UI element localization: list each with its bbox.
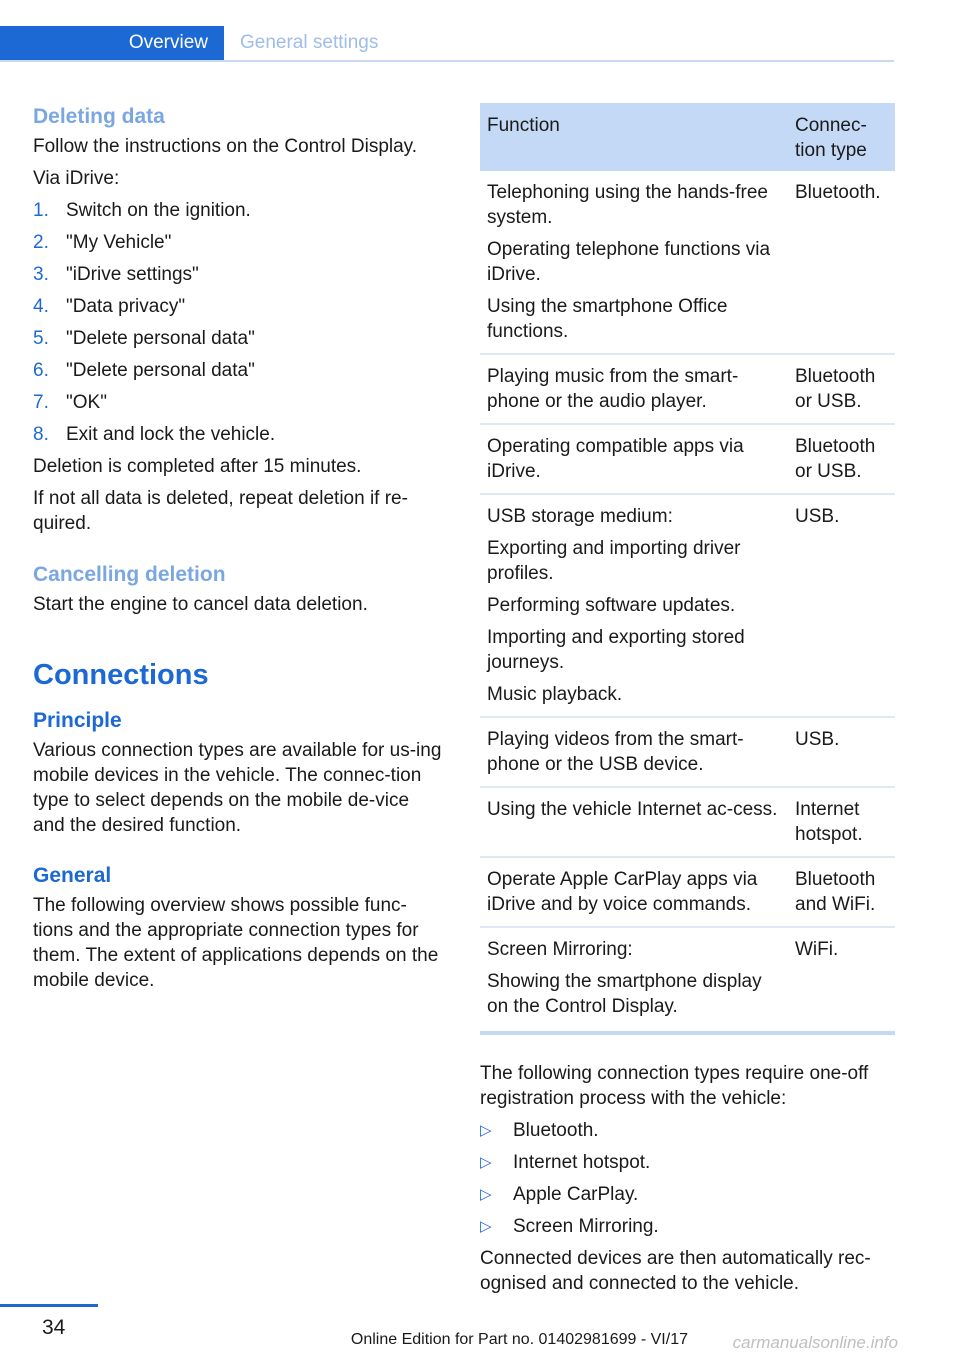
list-item: 8. Exit and lock the vehicle.	[33, 424, 276, 445]
connected-devices-text: Connected devices are then automatically rec-ognised and connected to the vehicle.	[480, 1248, 871, 1294]
connection-type-cell: Bluetooth or USB.	[788, 424, 895, 494]
connection-types-table	[480, 103, 895, 1035]
deletion-steps	[33, 198, 443, 447]
column-header-function: Function	[480, 103, 788, 171]
function-cell: Telephoning using the hands-free system. Operating telephone functions via iDrive. Using the smartphone Office functions.	[480, 171, 788, 354]
triangle-bullet-icon: ▷	[480, 1154, 492, 1171]
cancelling-deletion-heading: Cancelling deletion	[33, 563, 226, 586]
table-row	[480, 787, 895, 857]
list-item: 6. "Delete personal data"	[33, 360, 255, 381]
list-item: ▷ Internet hotspot.	[480, 1152, 651, 1173]
principle-heading: Principle	[33, 709, 122, 732]
table-row	[480, 927, 895, 1033]
deletion-time-note: Deletion is completed after 15 minutes.	[33, 456, 362, 477]
triangle-bullet-icon: ▷	[480, 1122, 492, 1139]
table-row	[480, 717, 895, 787]
list-item: 7. "OK"	[33, 392, 107, 413]
repeat-deletion-note: If not all data is deleted, repeat deletion if re-quired.	[33, 488, 408, 534]
function-cell: Playing videos from the smart-phone or the USB device.	[480, 717, 788, 787]
function-cell: Operate Apple CarPlay apps via iDrive and by voice commands.	[480, 857, 788, 927]
page-number: 34	[42, 1316, 66, 1339]
registration-text: The following connection types require one-off registration process with the vehicle:	[480, 1063, 869, 1109]
edition-note: Online Edition for Part no. 01402981699 - VI/17	[350, 1331, 688, 1348]
function-cell: Using the vehicle Internet ac-cess.	[480, 787, 788, 857]
list-item: ▷ Screen Mirroring.	[480, 1216, 659, 1237]
cancelling-text: Start the engine to cancel data deletion.	[33, 594, 368, 615]
connection-type-cell: Bluetooth.	[788, 171, 895, 354]
list-item: 1. Switch on the ignition.	[33, 200, 251, 221]
function-cell: Playing music from the smart-phone or the audio player.	[480, 354, 788, 424]
connection-type-cell: USB.	[788, 494, 895, 717]
table-row	[480, 857, 895, 927]
left-column	[33, 103, 443, 993]
registration-list	[480, 1118, 895, 1239]
triangle-bullet-icon: ▷	[480, 1186, 492, 1203]
table-row	[480, 354, 895, 424]
table-row	[480, 424, 895, 494]
list-item: 5. "Delete personal data"	[33, 328, 255, 349]
tab-overview[interactable]: Overview	[0, 26, 224, 60]
right-column	[480, 103, 895, 1296]
via-idrive: Via iDrive:	[33, 168, 120, 189]
connection-type-cell: WiFi.	[788, 927, 895, 1033]
connection-type-cell: Bluetooth or USB.	[788, 354, 895, 424]
principle-text: Various connection types are available for us-ing mobile devices in the vehicle. The connec-tion type to select depends on the mobile de-vice and the desired function.	[33, 740, 442, 836]
list-item: 4. "Data privacy"	[33, 296, 186, 317]
general-heading: General	[33, 864, 112, 887]
list-item: 2. "My Vehicle"	[33, 232, 172, 253]
connection-type-cell: Bluetooth and WiFi.	[788, 857, 895, 927]
connection-type-cell: USB.	[788, 717, 895, 787]
header-tabs	[0, 26, 894, 62]
table-header-row	[480, 103, 895, 171]
watermark: carmanualsonline.info	[732, 1333, 898, 1352]
function-cell: Operating compatible apps via iDrive.	[480, 424, 788, 494]
footer-accent-line	[0, 1304, 98, 1307]
triangle-bullet-icon: ▷	[480, 1218, 492, 1235]
table-row	[480, 171, 895, 354]
deleting-data-heading: Deleting data	[33, 105, 165, 128]
list-item: ▷ Apple CarPlay.	[480, 1184, 639, 1205]
general-text: The following overview shows possible func-tions and the appropriate connection types for them. The extent of applications depends on the mobile device.	[33, 895, 439, 991]
function-cell: Screen Mirroring: Showing the smartphone display on the Control Display.	[480, 927, 788, 1033]
tab-general-settings[interactable]: General settings	[240, 32, 379, 53]
connections-heading: Connections	[33, 659, 209, 691]
connection-type-cell: Internet hotspot.	[788, 787, 895, 857]
deleting-instructions: Follow the instructions on the Control Display.	[33, 136, 418, 157]
function-cell: USB storage medium: Exporting and importing driver profiles. Performing software updates. Importing and exporting stored journeys. Music playback.	[480, 494, 788, 717]
list-item: ▷ Bluetooth.	[480, 1120, 599, 1141]
column-header-connection-type: Connec-tion type	[788, 103, 895, 171]
table-row	[480, 494, 895, 717]
list-item: 3. "iDrive settings"	[33, 264, 199, 285]
